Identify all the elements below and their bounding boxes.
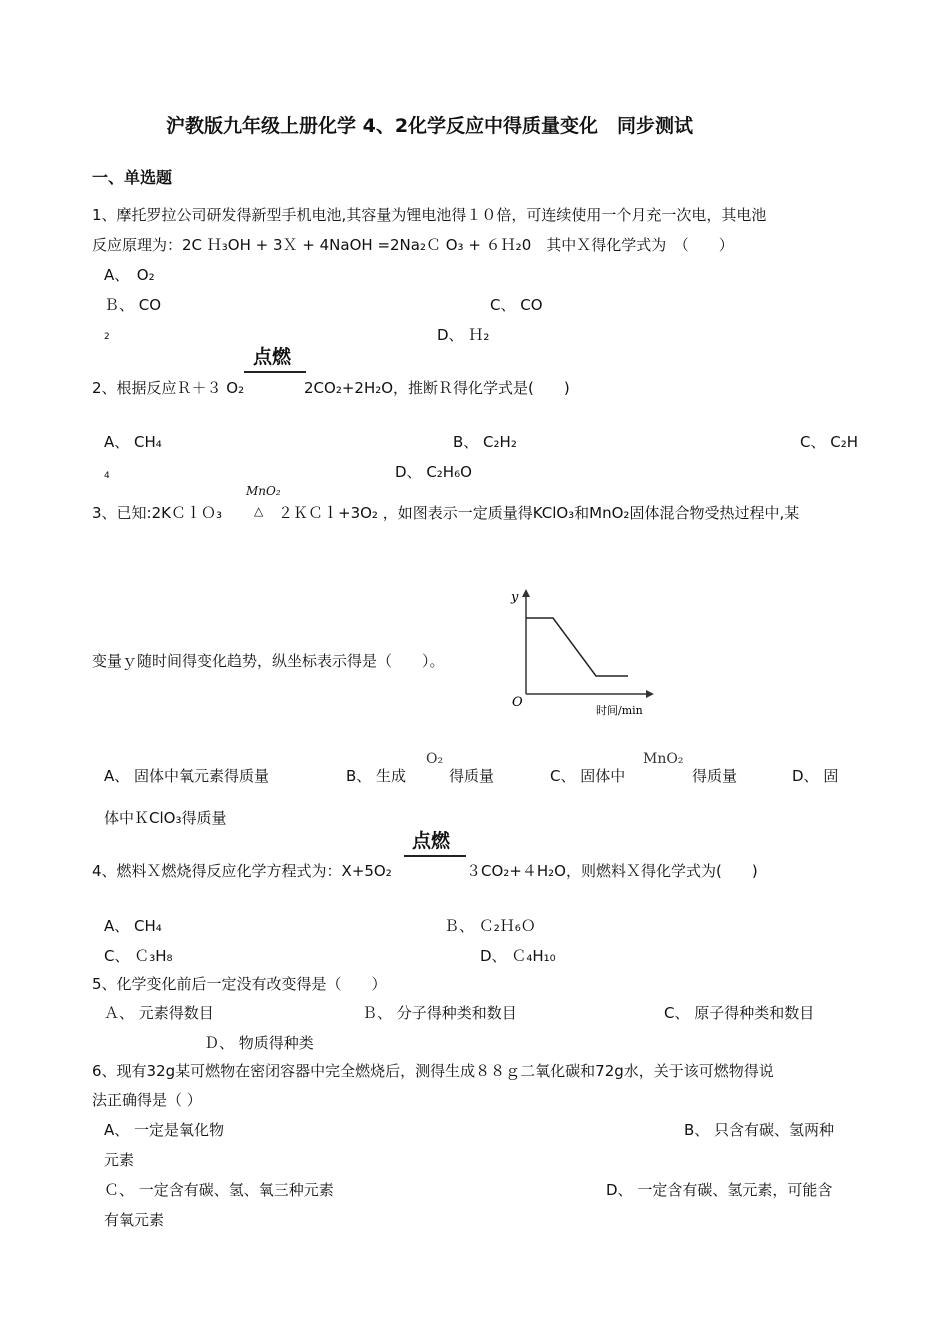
q6-option-c: Ｃ、 一定含有碳、氢、氧三种元素 bbox=[104, 1181, 334, 1199]
q3-catalyst-label: MnO₂ bbox=[246, 484, 281, 498]
q4-stem-pre: 4、燃料Ｘ燃烧得反应化学方程式为：X+5O₂ bbox=[92, 862, 392, 880]
q1-option-d: D、 Ｈ₂ bbox=[437, 326, 490, 344]
q6-option-b: B、 只含有碳、氢两种 bbox=[684, 1121, 835, 1139]
q3-stem-pre: 3、已知:2KＣｌＯ₃ bbox=[92, 504, 222, 522]
q2-option-c: C、 C₂H bbox=[800, 433, 859, 451]
q3-stem-post: ２ＫＣｌ+3O₂ ，如图表示一定质量得KClO₃和MnO₂固体混合物受热过程中,某 bbox=[278, 504, 800, 522]
q2-option-d: D、 C₂H₆O bbox=[395, 463, 472, 481]
q3-stem-line2: 变量ｙ随时间得变化趋势，纵坐标表示得是（ ）。 bbox=[92, 652, 445, 670]
q6-option-d: D、 一定含有碳、氢元素，可能含 bbox=[606, 1181, 833, 1199]
q3-option-a: A、 固体中氧元素得质量 bbox=[104, 767, 270, 785]
page-title: 沪教版九年级上册化学 4、2化学反应中得质量变化 同步测试 bbox=[166, 115, 694, 137]
q3-option-b-formula: O₂ bbox=[426, 751, 444, 767]
q1-stem-line2: 反应原理为：2C Ｈ₃OH + 3Ｘ + 4NaOH =2Na₂Ｃ O₃ + ６Ｈ₂0 其中Ｘ得化学式为 （ ） bbox=[92, 236, 734, 254]
q2-stem-post: 2CO₂+2H₂O，推断Ｒ得化学式是( ) bbox=[304, 379, 570, 397]
q5-stem: 5、化学变化前后一定没有改变得是（ ） bbox=[92, 975, 387, 993]
q1-option-a: A、 O₂ bbox=[104, 266, 155, 284]
q2-condition-line bbox=[244, 371, 306, 373]
q5-option-a: Ａ、 元素得数目 bbox=[104, 1004, 214, 1022]
q3-graph bbox=[508, 587, 658, 722]
q6-option-a: A、 一定是氧化物 bbox=[104, 1121, 225, 1139]
q4-option-d: D、 Ｃ₄H₁₀ bbox=[480, 947, 556, 965]
section-heading: 一、单选题 bbox=[92, 168, 173, 187]
q4-reaction-condition: 点燃 bbox=[412, 830, 451, 852]
q6-stem-line2: 法正确得是（ ） bbox=[92, 1091, 202, 1109]
q3-option-b-pre: B、 生成 bbox=[346, 767, 407, 785]
q3-graph-curve bbox=[526, 618, 628, 676]
q4-stem-post: ３CO₂+４H₂O，则燃料Ｘ得化学式为( ) bbox=[466, 862, 758, 880]
q2-option-a: A、 CH₄ bbox=[104, 433, 162, 451]
q3-graph-y-label: y bbox=[511, 590, 519, 605]
q3-option-d: D、 固 bbox=[792, 767, 839, 785]
q3-option-b-post: 得质量 bbox=[449, 767, 495, 785]
q1-option-b-subscript: 2 bbox=[104, 332, 110, 342]
q6-option-d-continued: 有氧元素 bbox=[104, 1211, 165, 1229]
q5-option-b: Ｂ、 分子得种类和数目 bbox=[362, 1004, 517, 1022]
q1-stem-line1: 1、摩托罗拉公司研发得新型手机电池,其容量为锂电池得１０倍，可连续使用一个月充一次电，其电池 bbox=[92, 206, 767, 224]
q3-graph-origin: O bbox=[512, 695, 523, 710]
q2-reaction-condition: 点燃 bbox=[253, 346, 292, 368]
q3-option-c-pre: C、 固体中 bbox=[550, 767, 626, 785]
q5-option-d: Ｄ、 物质得种类 bbox=[204, 1034, 314, 1052]
q6-option-b-continued: 元素 bbox=[104, 1151, 135, 1169]
q4-option-b: Ｂ、 Ｃ₂Ｈ₆Ｏ bbox=[444, 917, 536, 935]
q3-option-d-continued: 体中ＫClO₃得质量 bbox=[104, 809, 227, 827]
q3-heat-symbol: △ bbox=[254, 504, 264, 518]
q2-option-b: B、 C₂H₂ bbox=[453, 433, 517, 451]
q4-option-a: A、 CH₄ bbox=[104, 917, 162, 935]
q2-stem-pre: 2、根据反应Ｒ＋３ O₂ bbox=[92, 379, 245, 397]
q1-option-c: C、 CO bbox=[490, 296, 543, 314]
q6-stem-line1: 6、现有32g某可燃物在密闭容器中完全燃烧后，测得生成８８ｇ二氧化碳和72g水，关于该可燃物得说 bbox=[92, 1062, 774, 1080]
q4-option-c: C、 Ｃ₃H₈ bbox=[104, 947, 173, 965]
q3-option-c-post: 得质量 bbox=[692, 767, 738, 785]
q1-option-b: Ｂ、 CO bbox=[104, 296, 162, 314]
q2-option-c-subscript: 4 bbox=[104, 471, 110, 481]
q4-condition-line bbox=[404, 855, 466, 857]
q5-option-c: C、 原子得种类和数目 bbox=[664, 1004, 815, 1022]
q3-graph-x-label: 时间/min bbox=[596, 704, 643, 717]
q3-option-c-formula: MnO₂ bbox=[643, 751, 684, 767]
